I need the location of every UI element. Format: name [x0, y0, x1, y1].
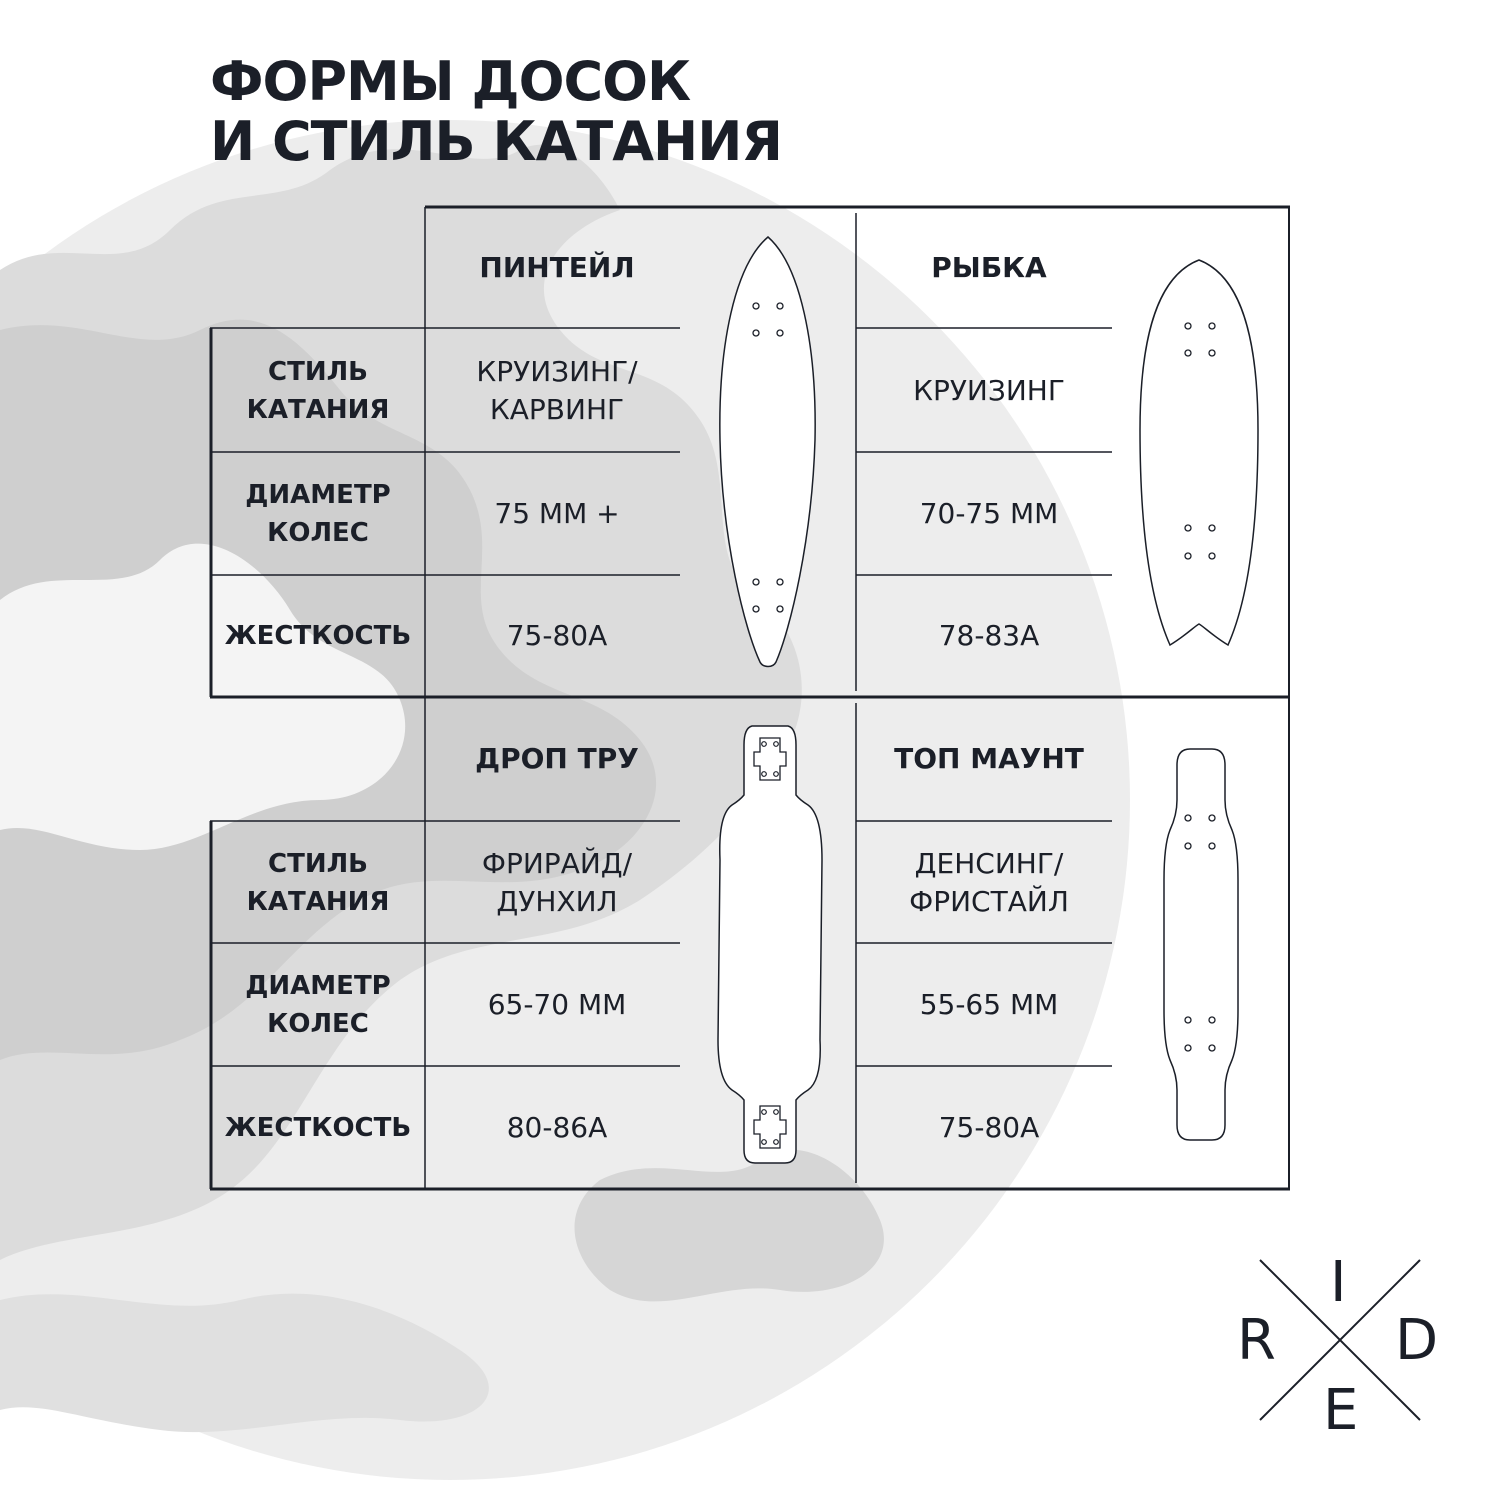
row-label-style-2: СТИЛЬ КАТАНИЯ [246, 848, 390, 917]
logo-letter-top: I [1330, 1250, 1347, 1315]
board-fish-style: КРУИЗИНГ [913, 373, 1065, 407]
row-label-wheel: ДИАМЕТР КОЛЕС [245, 480, 391, 548]
board-drop-through-wheel: 65-70 ММ [487, 988, 627, 1021]
board-header-drop-through: ДРОП ТРУ [475, 742, 639, 775]
board-header-fish: РЫБКА [931, 251, 1047, 284]
board-header-top-mount: ТОП МАУНТ [894, 742, 1084, 775]
board-drop-through-style: ФРИРАЙД/ ДУНХИЛ [481, 846, 633, 918]
board-pintail-wheel: 75 ММ + [494, 497, 620, 530]
row-label-wheel-2: ДИАМЕТР КОЛЕС [245, 971, 391, 1039]
board-fish-hardness: 78-83А [938, 619, 1040, 652]
logo-letter-left: R [1237, 1308, 1276, 1373]
board-header-pintail: ПИНТЕЙЛ [479, 251, 635, 284]
title-line-2: И СТИЛЬ КАТАНИЯ [210, 110, 782, 173]
row-label-style: СТИЛЬ КАТАНИЯ [246, 356, 390, 425]
page-title [210, 52, 782, 172]
board-drop-through-hardness: 80-86А [506, 1110, 608, 1144]
board-top-mount-style: ДЕНСИНГ/ ФРИСТАЙЛ [909, 846, 1069, 918]
board-pintail-style: КРУИЗИНГ/ КАРВИНГ [476, 354, 638, 426]
logo-letter-right: D [1395, 1308, 1439, 1373]
board-top-mount-wheel: 55-65 ММ [919, 988, 1059, 1021]
board-top-mount-hardness: 75-80А [938, 1110, 1040, 1144]
board-pintail-hardness: 75-80А [506, 619, 608, 652]
row-label-hardness: ЖЕСТКОСТЬ [224, 621, 412, 651]
ride-logo [1235, 1250, 1445, 1445]
title-line-1: ФОРМЫ ДОСОК [210, 50, 691, 113]
row-label-hardness-2: ЖЕСТКОСТЬ [224, 1112, 412, 1143]
board-fish-wheel: 70-75 ММ [919, 497, 1059, 530]
logo-letter-bottom: E [1323, 1378, 1359, 1443]
